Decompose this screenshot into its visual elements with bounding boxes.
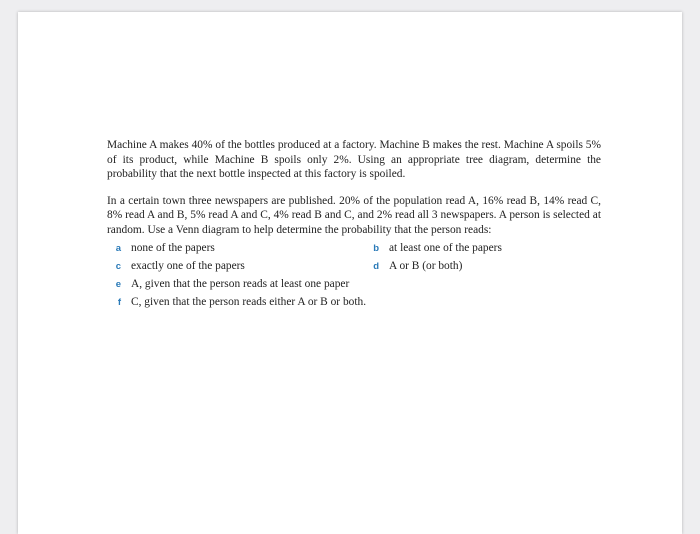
option-letter: c [115,260,121,272]
option-letter: f [117,296,121,308]
option-text: none of the papers [131,241,215,254]
problem-2-text: In a certain town three newspapers are published. 20% of the population read A, 16% read B, 14% read C, 8% read A and B, 5% read A and C, 4% read B and C, and 2% read all 3 newspapers. A person is selected at random. Use a Venn diagram to help determine the probability that the person reads: [107,194,601,236]
option-c [107,259,365,275]
page-content [107,138,601,312]
problem-2-options [107,240,601,312]
option-row [107,276,601,294]
option-text: C, given that the person reads either A or B or both. [131,295,367,308]
option-text: A or B (or both) [389,259,463,272]
option-text: A, given that the person reads at least one paper [131,277,350,290]
option-a [107,241,365,257]
option-letter: d [373,260,379,272]
option-e [107,277,349,293]
option-d [365,259,462,275]
document-page [18,12,682,534]
option-letter: b [373,242,379,254]
option-text: at least one of the papers [389,241,502,254]
option-letter: e [115,278,121,290]
problem-1-text: Machine A makes 40% of the bottles produced at a factory. Machine B makes the rest. Machine A spoils 5% of its product, while Machine B spoils only 2%. Using an appropriate tree diagram, determine the probability that the next bottle inspected at this factory is spoiled. [107,139,601,181]
option-letter: a [115,242,121,254]
option-text: exactly one of the papers [131,259,245,272]
option-row [107,294,601,312]
option-f [107,295,366,311]
option-row [107,240,601,258]
option-row [107,258,601,276]
option-b [365,241,502,257]
